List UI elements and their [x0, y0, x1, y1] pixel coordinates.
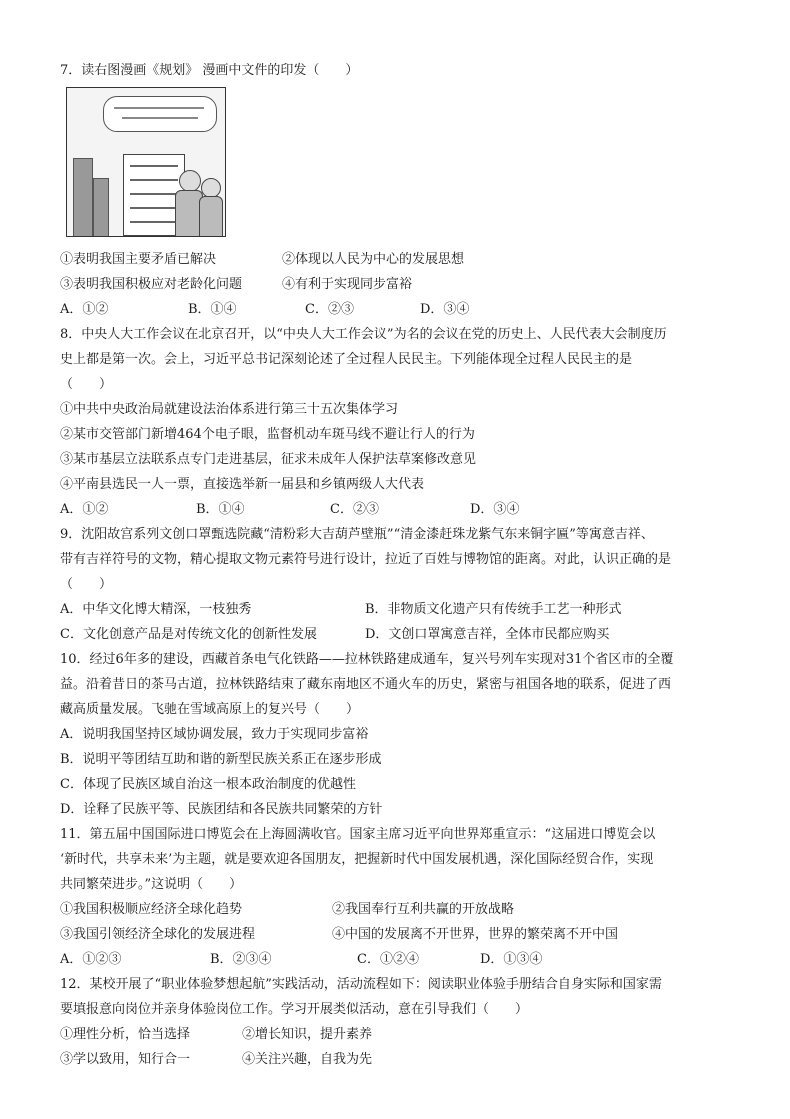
q12-options-row1	[60, 1022, 750, 1047]
q9-answers-row1	[60, 597, 750, 622]
q11-options-row1	[60, 897, 750, 922]
q12-option-1[interactable]: ①理性分析，恰当选择	[60, 1027, 191, 1042]
q11-answer-b[interactable]: B．②③④	[210, 952, 272, 967]
cartoon-image	[66, 87, 226, 237]
q9-answers-row2	[60, 622, 750, 647]
q8-answer-d[interactable]: D．③④	[470, 502, 520, 517]
q8-option-4[interactable]: ④平南县选民一人一票，直接选举新一届县和乡镇两级人大代表	[60, 477, 425, 492]
q7-options-row2	[60, 272, 750, 297]
q11-option-2[interactable]: ②我国奉行互利共赢的开放战略	[332, 902, 515, 917]
q10-stem-line3: 藏高质量发展。飞驰在雪域高原上的复兴号（ ）	[60, 702, 360, 717]
q12-stem-line1: 12．某校开展了“职业体验梦想起航”实践活动，活动流程如下：阅读职业体验手册结合自身实际和国家需	[60, 977, 662, 992]
q9-stem-line2: 带有吉祥符号的文物，精心提取文物元素符号进行设计，拉近了百姓与博物馆的距离。对此，认识正确的是	[60, 552, 672, 567]
q8-answer-c[interactable]: C．②③	[330, 502, 379, 517]
q12-option-4[interactable]: ④关注兴趣，自我为先	[242, 1052, 373, 1067]
q8-answer-a[interactable]: A．①②	[60, 502, 109, 517]
q10-answer-a[interactable]: A．说明我国坚持区域协调发展，致力于实现同步富裕	[60, 727, 369, 742]
q8-answer-b[interactable]: B．①④	[196, 502, 245, 517]
q11-option-3[interactable]: ③我国引领经济全球化的发展进程	[60, 927, 256, 942]
q12-options-row2	[60, 1047, 750, 1072]
q7-answer-b[interactable]: B．①④	[188, 302, 237, 317]
q8-answers	[60, 497, 750, 522]
q9-stem-line1: 9．沈阳故宫系列文创口罩甄选院藏“清粉彩大吉葫芦壁瓶”“清金漆赶珠龙紫气东来铜字匾”等寓意吉祥、	[60, 527, 654, 542]
q8-stem-line1: 8．中央人大工作会议在北京召开，以“中央人大工作会议”为名的会议在党的历史上、人民代表大会制度历	[60, 327, 667, 342]
q12-stem-line2: 要填报意向岗位并亲身体验岗位工作。学习开展类似活动，意在引导我们（ ）	[60, 1002, 529, 1017]
q7-answer-c[interactable]: C．②③	[305, 302, 354, 317]
q11-answers	[60, 947, 750, 972]
q10-answer-d[interactable]: D．诠释了民族平等、民族团结和各民族共同繁荣的方针	[60, 802, 383, 817]
q8-option-3[interactable]: ③某市基层立法联系点专门走进基层，征求未成年人保护法草案修改意见	[60, 452, 477, 467]
q10-answer-c[interactable]: C．体现了民族区域自治这一根本政治制度的优越性	[60, 777, 356, 792]
q11-answer-a[interactable]: A．①②③	[60, 952, 122, 967]
q7-option-2[interactable]: ②体现以人民为中心的发展思想	[282, 252, 465, 267]
q11-option-4[interactable]: ④中国的发展离不开世界，世界的繁荣离不开中国	[332, 927, 619, 942]
q8-option-2[interactable]: ②某市交管部门新增464个电子眼，监督机动车斑马线不避让行人的行为	[60, 427, 475, 442]
q11-stem-line3: 共同繁荣进步。”这说明（ ）	[60, 877, 243, 892]
q12-option-3[interactable]: ③学以致用，知行合一	[60, 1052, 191, 1067]
q7-option-3[interactable]: ③表明我国积极应对老龄化问题	[60, 277, 243, 292]
q9-answer-c[interactable]: C．文化创意产品是对传统文化的创新性发展	[60, 627, 317, 642]
q11-answer-d[interactable]: D．①③④	[480, 952, 543, 967]
q12-option-2[interactable]: ②增长知识，提升素养	[242, 1027, 373, 1042]
q10-stem-line1: 10．经过6年多的建设，西藏首条电气化铁路——拉林铁路建成通车，复兴号列车实现对31个省区市的全覆	[60, 652, 674, 667]
exam-page	[60, 58, 750, 1072]
q7-option-4[interactable]: ④有利于实现同步富裕	[282, 277, 413, 292]
q9-answer-b[interactable]: B．非物质文化遗产只有传统手工艺一种形式	[365, 602, 622, 617]
q11-options-row2	[60, 922, 750, 947]
q10-stem-line2: 益。沿着昔日的茶马古道，拉林铁路结束了藏东南地区不通火车的历史，紧密与祖国各地的联系，促进了西	[60, 677, 672, 692]
q7-option-1[interactable]: ①表明我国主要矛盾已解决	[60, 252, 217, 267]
q9-stem-line3: （ ）	[60, 577, 113, 592]
q7-answers	[60, 297, 750, 322]
q11-stem-line1: 11．第五届中国国际进口博览会在上海圆满收官。国家主席习近平向世界郑重宣示：“这届进口博览会以	[60, 827, 656, 842]
speech-bubble	[103, 96, 217, 132]
q9-answer-a[interactable]: A．中华文化博大精深，一枝独秀	[60, 602, 252, 617]
q10-answer-b[interactable]: B．说明平等团结互助和谐的新型民族关系正在逐步形成	[60, 752, 382, 767]
q8-option-1[interactable]: ①中共中央政治局就建设法治体系进行第三十五次集体学习	[60, 402, 399, 417]
q11-answer-c[interactable]: C．①②④	[357, 952, 419, 967]
q7-answer-a[interactable]: A．①②	[60, 302, 109, 317]
q7-answer-d[interactable]: D．③④	[420, 302, 470, 317]
q9-answer-d[interactable]: D．文创口罩寓意吉祥，全体市民都应购买	[365, 627, 610, 642]
q11-option-1[interactable]: ①我国积极顺应经济全球化趋势	[60, 902, 243, 917]
q7-stem: 7．读右图漫画《规划》 漫画中文件的印发（ ）	[60, 63, 359, 78]
q8-stem-line2: 史上都是第一次。会上，习近平总书记深刻论述了全过程人民民主。下列能体现全过程人民民主的是	[60, 352, 633, 367]
q11-stem-line2: ‘新时代，共享未来’为主题，就是要欢迎各国朋友，把握新时代中国发展机遇，深化国际经贸合作，实现	[60, 852, 654, 867]
q7-options-row1	[60, 247, 750, 272]
q8-stem-line3: （ ）	[60, 377, 113, 392]
